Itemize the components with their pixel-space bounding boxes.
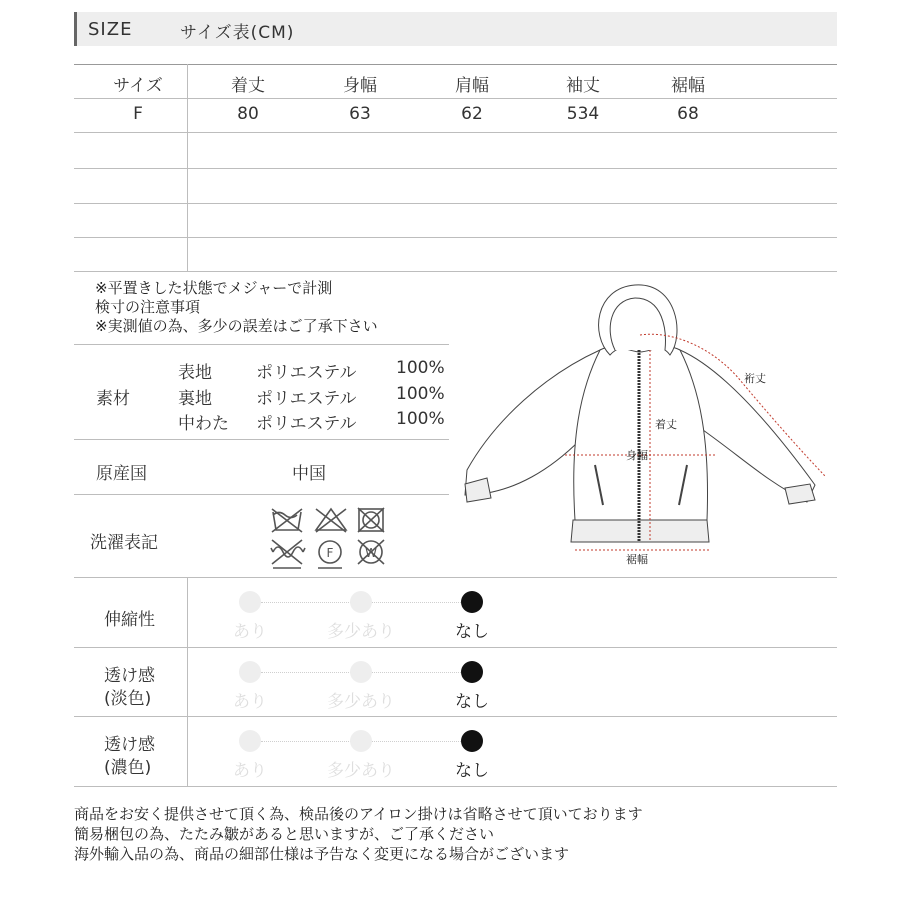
material-fabric: ポリエステル <box>256 389 357 409</box>
diagram-label-chest: 身幅 <box>626 449 648 462</box>
care-label: 洗濯表記 <box>90 533 158 553</box>
bleach-prohibited-icon <box>316 509 346 532</box>
wring-prohibited-icon <box>271 540 305 568</box>
footer-note: 海外輸入品の為、商品の細部仕様は予告なく変更になる場合がございます <box>74 845 570 863</box>
scale-label-sub: (濃色) <box>104 758 152 778</box>
scale-option-label: なし <box>455 622 489 642</box>
scale-dot-selected <box>461 591 483 613</box>
tumble-dry-prohibited-icon <box>358 508 384 532</box>
scale-dot <box>239 730 261 752</box>
scale-option-label: 多少あり <box>327 692 395 712</box>
scale-option-label: あり <box>233 622 267 642</box>
diagram-label-length: 着丈 <box>655 418 677 431</box>
table-cell-chest: 63 <box>349 104 371 124</box>
svg-text:F: F <box>326 546 334 560</box>
diagram-label-hem: 裾幅 <box>626 553 648 566</box>
col-header-shoulder: 肩幅 <box>455 76 489 96</box>
scale-dot <box>350 591 372 613</box>
origin-label: 原産国 <box>96 464 147 484</box>
material-part: 表地 <box>178 363 212 383</box>
footer-note: 商品をお安く提供させて頂く為、検品後のアイロン掛けは省略させて頂いております <box>74 805 643 823</box>
scale-dot <box>239 591 261 613</box>
svg-text:W: W <box>365 546 377 560</box>
scale-label-sub: (淡色) <box>104 689 152 709</box>
header-title: SIZE <box>88 19 133 40</box>
scale-label: 透け感 <box>104 666 155 686</box>
scale-dot <box>350 661 372 683</box>
table-cell-hem: 68 <box>677 104 699 124</box>
scale-option-label: なし <box>455 761 489 781</box>
scale-option-label: あり <box>233 761 267 781</box>
scale-option-label: なし <box>455 692 489 712</box>
col-header-length: 着丈 <box>231 76 265 96</box>
material-part: 裏地 <box>178 389 212 409</box>
footer-note: 簡易梱包の為、たたみ皺があると思いますが、ご了承ください <box>74 825 495 843</box>
material-percent: 100% <box>396 384 445 404</box>
wash-prohibited-icon <box>272 509 302 532</box>
note-tolerance: ※実測値の為、多少の誤差はご了承下さい <box>95 317 378 335</box>
table-cell-sleeve: 534 <box>566 104 600 124</box>
scale-option-label: 多少あり <box>327 761 395 781</box>
header-accent-bar <box>74 12 77 46</box>
scale-label: 透け感 <box>104 735 155 755</box>
scale-dot-selected <box>461 730 483 752</box>
material-fabric: ポリエステル <box>256 363 357 383</box>
scale-dot <box>350 730 372 752</box>
col-header-size: サイズ <box>113 76 163 96</box>
header-subtitle: サイズ表(CM) <box>180 23 295 43</box>
scale-label: 伸縮性 <box>104 610 155 630</box>
col-header-hem: 裾幅 <box>671 76 705 96</box>
material-percent: 100% <box>396 409 445 429</box>
diagram-label-sleeve: 裄丈 <box>744 372 766 385</box>
table-cell-length: 80 <box>237 104 259 124</box>
origin-value: 中国 <box>292 464 326 484</box>
table-cell-shoulder: 62 <box>461 104 483 124</box>
note-measure: ※平置きした状態でメジャーで計測 <box>95 279 333 297</box>
scale-option-label: あり <box>233 692 267 712</box>
scale-dot-selected <box>461 661 483 683</box>
col-header-sleeve: 袖丈 <box>566 76 600 96</box>
col-header-chest: 身幅 <box>343 76 377 96</box>
table-cell-size: F <box>133 104 143 124</box>
note-heading: 検寸の注意事項 <box>95 298 201 316</box>
material-label: 素材 <box>96 389 130 409</box>
scale-dot <box>239 661 261 683</box>
material-percent: 100% <box>396 358 445 378</box>
scale-option-label: 多少あり <box>327 622 395 642</box>
material-part: 中わた <box>178 414 229 434</box>
material-fabric: ポリエステル <box>256 414 357 434</box>
